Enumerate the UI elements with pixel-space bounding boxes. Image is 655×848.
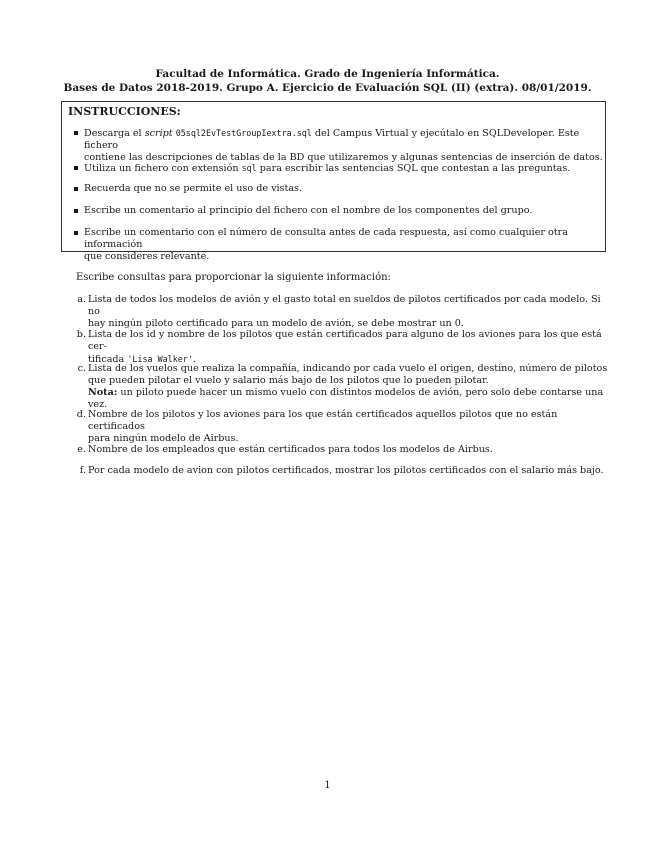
question-a-line-1: Lista de todos los modelos de avión y el gasto total en sueldos de pilotos certificados por cada modelo. Si no bbox=[88, 294, 601, 317]
question-c-label: c. bbox=[77, 363, 86, 374]
instruction-1-line-2: contiene las descripciones de tablas de la BD que utilizaremos y algunas sentencias de inserción de datos. bbox=[84, 152, 603, 163]
question-a-line-2: hay ningún piloto certificado para un modelo de avión, se debe mostrar un 0. bbox=[88, 318, 464, 329]
instructions-title: INSTRUCCIONES: bbox=[68, 105, 181, 118]
question-d-line-1: Nombre de los pilotos y los aviones para los que están certificados aquellos pilotos que no están certificados bbox=[88, 409, 558, 432]
intro-text: Escribe consultas para proporcionar la siguiente información: bbox=[76, 272, 391, 283]
question-b-line-2b: . bbox=[192, 354, 196, 365]
instruction-2-ext: sql bbox=[241, 163, 257, 173]
question-b-line-2a: tificada bbox=[88, 354, 128, 365]
question-c bbox=[77, 363, 608, 411]
instruction-1-script-word: script bbox=[144, 128, 173, 139]
instruction-item-2 bbox=[84, 162, 604, 175]
question-f bbox=[79, 465, 608, 477]
instruction-5-line-2: que consideres relevante. bbox=[84, 251, 210, 262]
question-d-label: d. bbox=[76, 409, 86, 420]
question-c-note: un piloto puede hacer un mismo vuelo con distintos modelos de avión, pero solo debe contarse una vez. bbox=[88, 387, 604, 410]
instruction-item-4: Escribe un comentario al principio del fichero con el nombre de los componentes del grupo. bbox=[84, 205, 604, 217]
question-c-line-1: Lista de los vuelos que realiza la compañía, indicando por cada vuelo el origen, destino, número de pilotos bbox=[88, 363, 608, 374]
question-f-label: f. bbox=[79, 465, 86, 476]
question-d-line-2: para ningún modelo de Airbus. bbox=[88, 433, 239, 444]
instruction-item-5 bbox=[84, 227, 604, 263]
question-b-line-1: Lista de los id y nombre de los pilotos que están certificados para alguno de los aviones para los que está cer- bbox=[88, 329, 602, 352]
instruction-2-text-a: Utiliza un fichero con extensión bbox=[84, 163, 242, 174]
instruction-item-1 bbox=[84, 127, 604, 164]
instruction-5-line-1: Escribe un comentario con el número de consulta antes de cada respuesta, así como cualquier otra información bbox=[84, 227, 568, 250]
instruction-1-text-b: del Campus Virtual y ejecútalo en SQLDeveloper. Este fichero bbox=[84, 128, 580, 151]
question-b bbox=[76, 329, 608, 366]
question-c-note-label: Nota: bbox=[88, 387, 118, 398]
question-f-line-1: Por cada modelo de avion con pilotos certificados, mostrar los pilotos certificados con el salario más bajo. bbox=[88, 465, 604, 476]
header-line-1: Facultad de Informática. Grado de Ingeniería Informática. bbox=[155, 68, 500, 80]
question-b-label: b. bbox=[76, 329, 86, 340]
question-a bbox=[77, 294, 608, 330]
question-e-line-1: Nombre de los empleados que están certificados para todos los modelos de Airbus. bbox=[88, 444, 493, 455]
question-a-label: a. bbox=[77, 294, 86, 305]
instruction-item-3: Recuerda que no se permite el uso de vistas. bbox=[84, 183, 604, 195]
question-c-line-2: que pueden pilotar el vuelo y salario más bajo de los pilotos que lo pueden pilotar. bbox=[88, 375, 489, 386]
instruction-2-text-b: para escribir las sentencias SQL que contestan a las preguntas. bbox=[256, 163, 571, 174]
instruction-1-file: 05sql2EvTestGroupIextra.sql bbox=[175, 128, 312, 138]
instructions-box bbox=[61, 101, 606, 262]
question-b-code: 'Lisa Walker' bbox=[127, 354, 193, 364]
question-e bbox=[77, 444, 608, 456]
page-number: 1 bbox=[324, 780, 331, 791]
instruction-1-text-a: Descarga el bbox=[84, 128, 145, 139]
question-e-label: e. bbox=[77, 444, 86, 455]
question-d bbox=[76, 409, 608, 445]
header-line-2: Bases de Datos 2018-2019. Grupo A. Ejercicio de Evaluación SQL (II) (extra). 08/01/2019. bbox=[63, 82, 592, 94]
